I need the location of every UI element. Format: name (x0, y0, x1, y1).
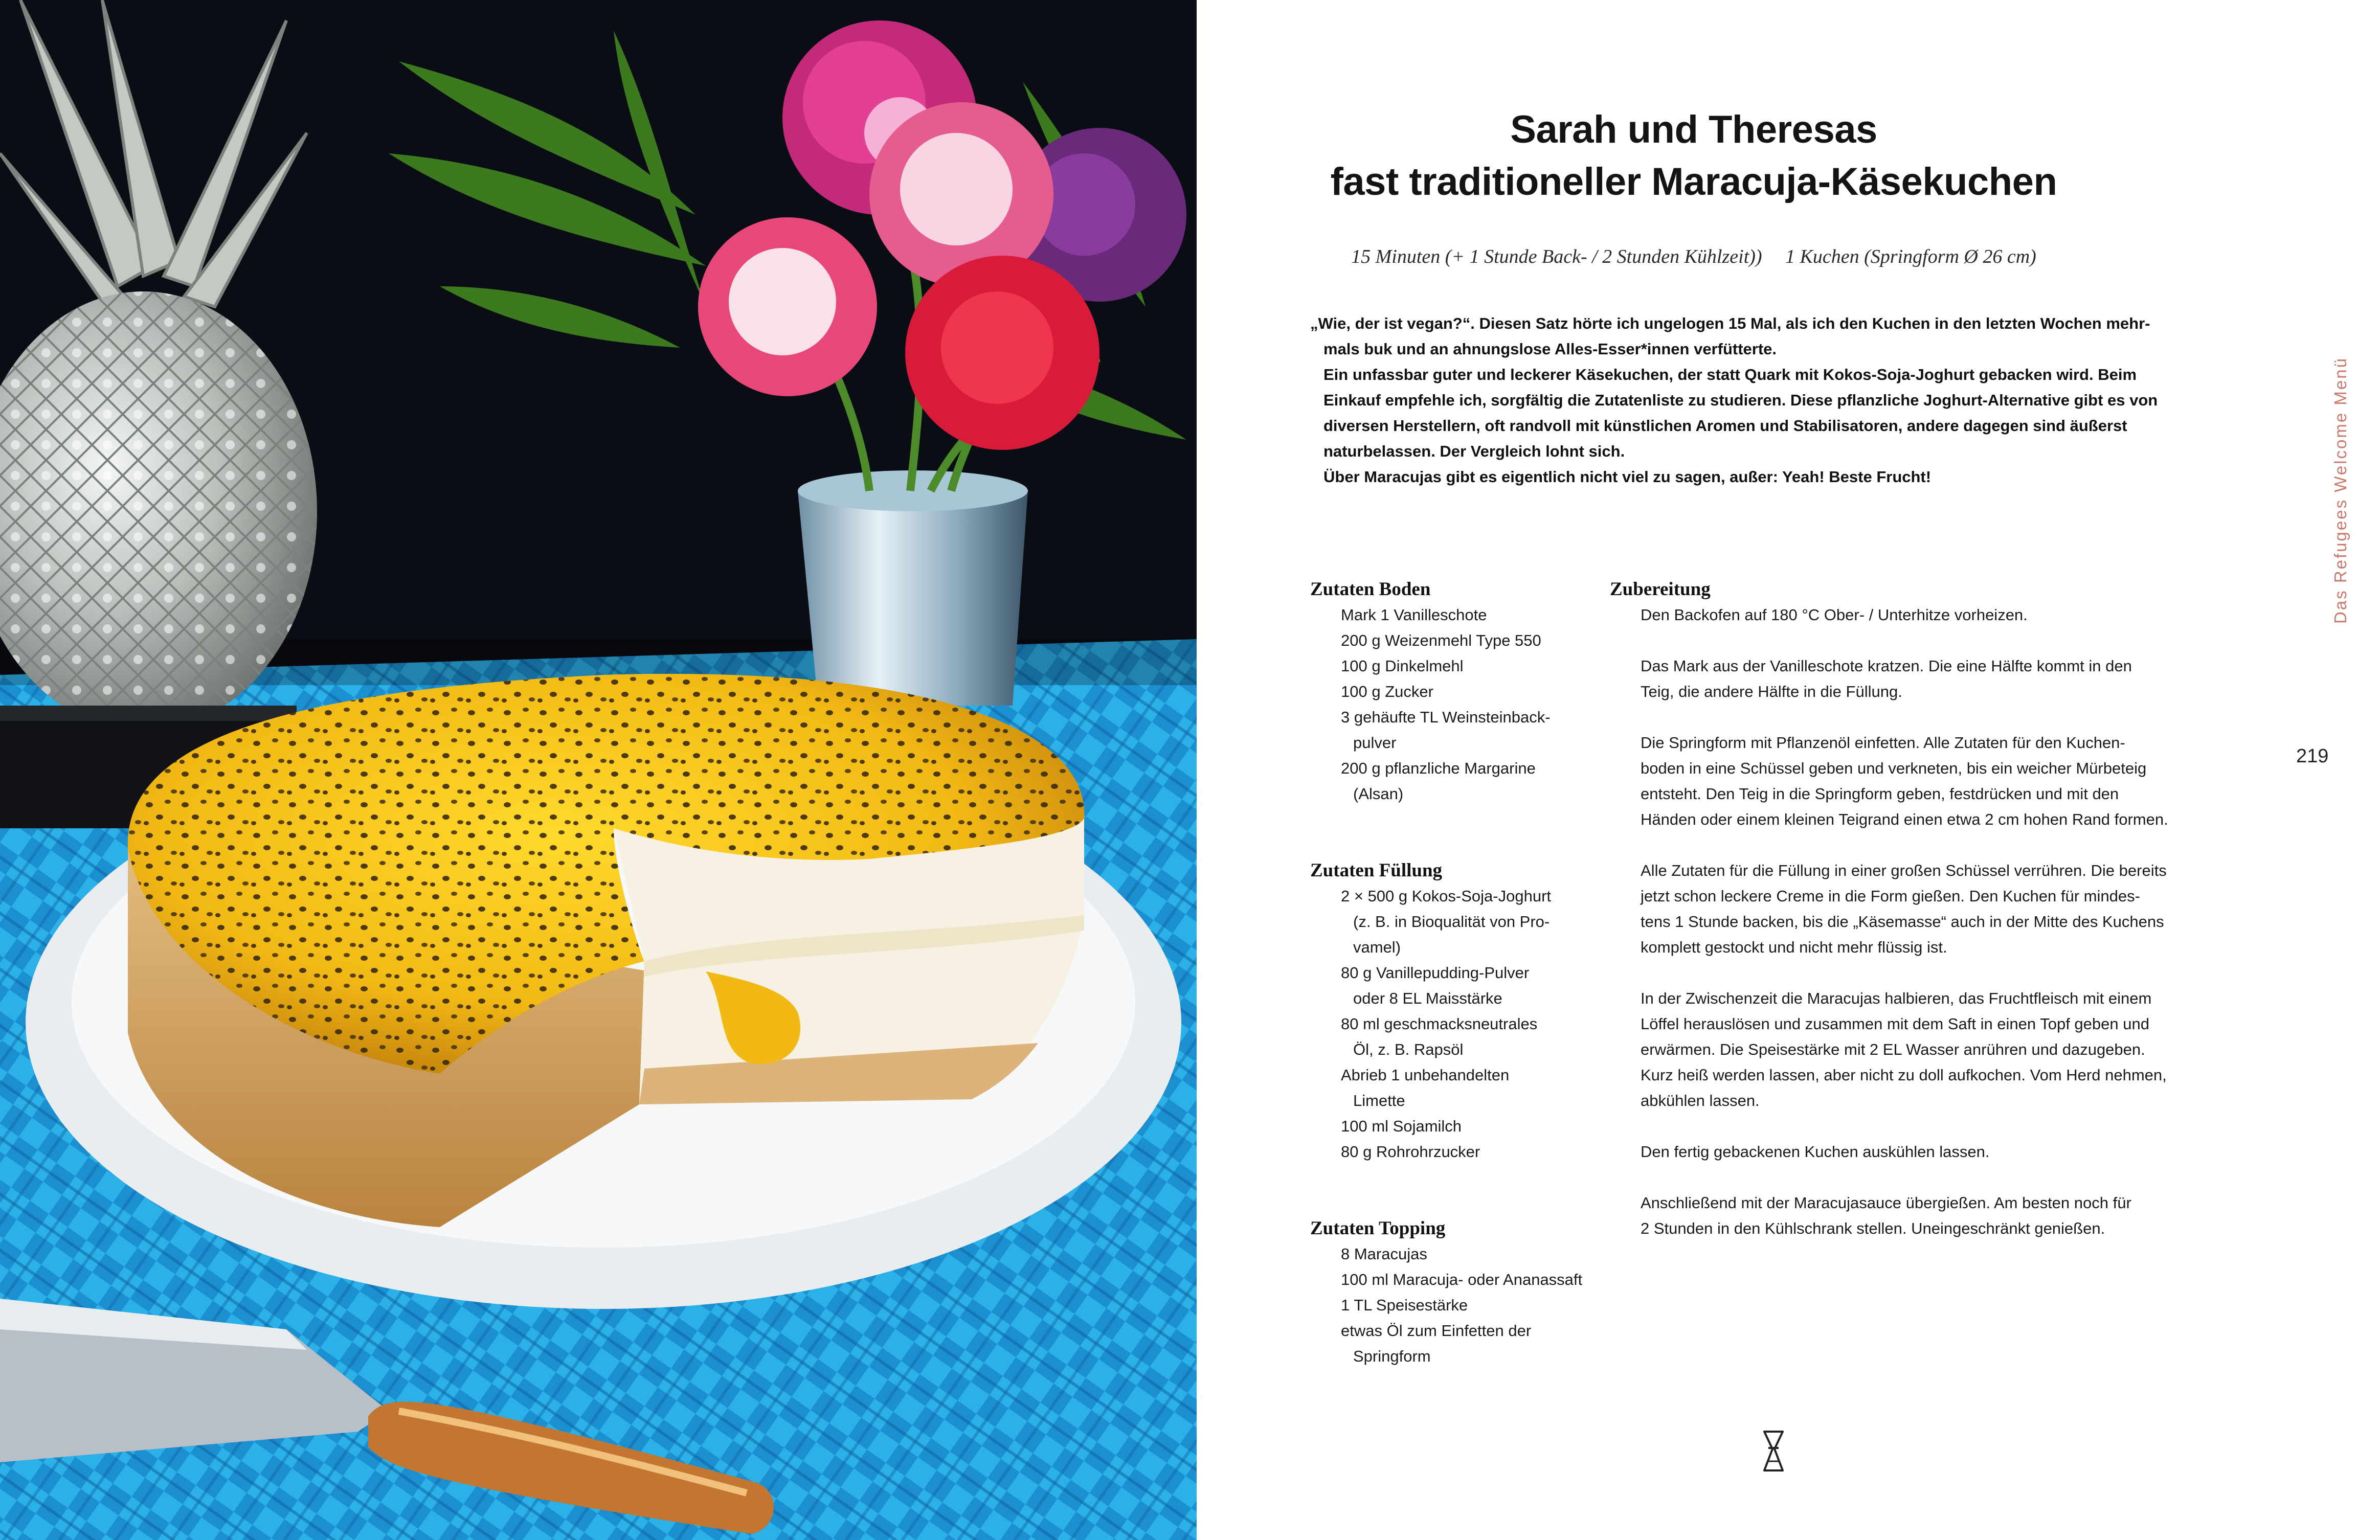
step-line: Kurz heiß werden lassen, aber nicht zu doll aufkochen. Vom Herd nehmen, (1641, 1066, 2167, 1084)
ingredient-line: 100 ml Maracuja- oder Ananassaft (1341, 1271, 1583, 1288)
step-line: komplett gestockt und nicht mehr flüssig ist. (1641, 938, 1947, 956)
step-line: Händen oder einem kleinen Teigrand einen etwa 2 cm hohen Rand formen. (1641, 810, 2168, 828)
ingredient-line: Abrieb 1 unbehandelten (1341, 1066, 1510, 1084)
ingredient-line: 2 × 500 g Kokos-Soja-Joghurt (1341, 887, 1552, 905)
recipe-meta (1197, 245, 2191, 268)
step-paragraph (1610, 986, 2168, 1114)
step-line: Die Springform mit Pflanzenöl einfetten. Alle Zutaten für den Kuchen- (1641, 734, 2125, 752)
step-paragraph (1610, 730, 2168, 832)
ingredient-line: 1 TL Speisestärke (1341, 1296, 1468, 1314)
step-line: Löffel herauslösen und zusammen mit dem Saft in einen Topf geben und (1641, 1015, 2149, 1033)
ingredient-line: 80 g Vanillepudding-Pulver (1341, 964, 1530, 982)
ingredients-fuellung (1310, 858, 1551, 1165)
step-line: Teig, die andere Hälfte in die Füllung. (1641, 683, 1902, 700)
intro-line: naturbelassen. Der Vergleich lohnt sich. (1323, 442, 1625, 460)
intro-line: mals buk und an ahnungslose Alles-Esser*innen verfütterte. (1323, 340, 1777, 358)
ingredient-line: (Alsan) (1353, 785, 1404, 803)
ingredient-line: oder 8 EL Maisstärke (1353, 989, 1502, 1007)
step-line: jetzt schon leckere Creme in die Form gießen. Den Kuchen für mindes- (1641, 887, 2140, 905)
step-line: Anschließend mit der Maracujasauce übergießen. Am besten noch für (1641, 1194, 2131, 1212)
ingredient-line: Mark 1 Vanilleschote (1341, 606, 1487, 624)
intro-text (1310, 311, 2226, 490)
ingredients-boden (1310, 577, 1551, 807)
ingredient-line: 3 gehäufte TL Weinsteinback- (1341, 708, 1551, 726)
intro-line: Ein unfassbar guter und leckerer Käsekuchen, der statt Quark mit Kokos-Soja-Joghurt gebacken wird. Beim (1323, 366, 2137, 383)
chemex-icon (1757, 1430, 1790, 1475)
step-line: Alle Zutaten für die Füllung in einer großen Schüssel verrühren. Die bereits (1641, 862, 2167, 879)
ingredient-line: 200 g pflanzliche Margarine (1341, 759, 1536, 777)
page-number: 219 (2296, 745, 2329, 767)
ingredient-line: Öl, z. B. Rapsöl (1353, 1040, 1464, 1058)
step-line: In der Zwischenzeit die Maracujas halbieren, das Fruchtfleisch mit einem (1641, 989, 2152, 1007)
step-line: abkühlen lassen. (1641, 1092, 1760, 1109)
step-paragraph (1610, 653, 2168, 705)
step-line: tens 1 Stunde backen, bis die „Käsemasse“ auch in der Mitte des Kuchens (1641, 913, 2164, 931)
ingredient-line: 100 ml Sojamilch (1341, 1117, 1462, 1135)
step-paragraph (1610, 1139, 2168, 1165)
zubereitung (1610, 577, 2168, 1267)
ingredients-topping (1310, 1216, 1582, 1369)
recipe-title-line2: fast traditioneller Maracuja-Käsekuchen (1330, 160, 2057, 203)
yield: 1 Kuchen (Springform Ø 26 cm) (1785, 246, 2036, 267)
step-paragraph (1610, 858, 2168, 960)
intro-line: diversen Herstellern, oft randvoll mit künstlichen Aromen und Stabilisatoren, andere dagegen sind äußerst (1323, 417, 2127, 435)
step-paragraph (1610, 1190, 2168, 1241)
zubereitung-heading: Zubereitung (1610, 579, 1711, 600)
recipe-title-line1: Sarah und Theresas (1510, 108, 1877, 151)
ingredient-line: etwas Öl zum Einfetten der (1341, 1322, 1532, 1340)
intro-line: Einkauf empfehle ich, sorgfältig die Zutatenliste zu studieren. Diese pflanzliche Joghurt-Alternative gibt es von (1323, 391, 2158, 409)
ingredient-line: 200 g Weizenmehl Type 550 (1341, 631, 1541, 649)
step-line: entsteht. Den Teig in die Springform geben, festdrücken und mit den (1641, 785, 2119, 803)
step-line: Den Backofen auf 180 °C Ober- / Unterhitze vorheizen. (1641, 606, 2028, 624)
step-line: 2 Stunden in den Kühlschrank stellen. Uneingeschränkt genießen. (1641, 1219, 2105, 1237)
step-paragraph (1610, 602, 2168, 628)
prep-time: 15 Minuten (+ 1 Stunde Back- / 2 Stunden Kühlzeit)) (1351, 246, 1762, 267)
ingredient-line: Limette (1353, 1092, 1405, 1109)
recipe-page (1197, 0, 2380, 1540)
ingredients-boden-heading: Zutaten Boden (1310, 579, 1431, 600)
ingredient-line: Springform (1353, 1347, 1431, 1365)
chapter-side-label: Das Refugees Welcome Menü (2331, 357, 2350, 624)
ingredient-line: pulver (1353, 734, 1397, 752)
step-line: boden in eine Schüssel geben und verkneten, bis ein weicher Mürbeteig (1641, 759, 2147, 777)
intro-line: „Wie, der ist vegan?“. Diesen Satz hörte ich ungelogen 15 Mal, als ich den Kuchen in den letzten Wochen mehr- (1310, 314, 2150, 332)
ingredient-line: 80 ml geschmacksneutrales (1341, 1015, 1538, 1033)
ingredients-topping-heading: Zutaten Topping (1310, 1218, 1446, 1239)
ingredient-line: 100 g Zucker (1341, 683, 1433, 700)
ingredient-line: 100 g Dinkelmehl (1341, 657, 1464, 675)
step-line: Das Mark aus der Vanilleschote kratzen. Die eine Hälfte kommt in den (1641, 657, 2132, 675)
ingredient-line: (z. B. in Bioqualität von Pro- (1353, 913, 1550, 931)
ingredient-line: vamel) (1353, 938, 1401, 956)
step-line: Den fertig gebackenen Kuchen auskühlen lassen. (1641, 1143, 1990, 1161)
ingredient-line: 80 g Rohrohrzucker (1341, 1143, 1480, 1161)
ingredient-line: 8 Maracujas (1341, 1245, 1427, 1263)
ingredients-fuellung-heading: Zutaten Füllung (1310, 860, 1443, 881)
step-line: erwärmen. Die Speisestärke mit 2 EL Wasser anrühren und dazugeben. (1641, 1040, 2145, 1058)
intro-line: Über Maracujas gibt es eigentlich nicht viel zu sagen, außer: Yeah! Beste Frucht! (1323, 468, 1932, 486)
